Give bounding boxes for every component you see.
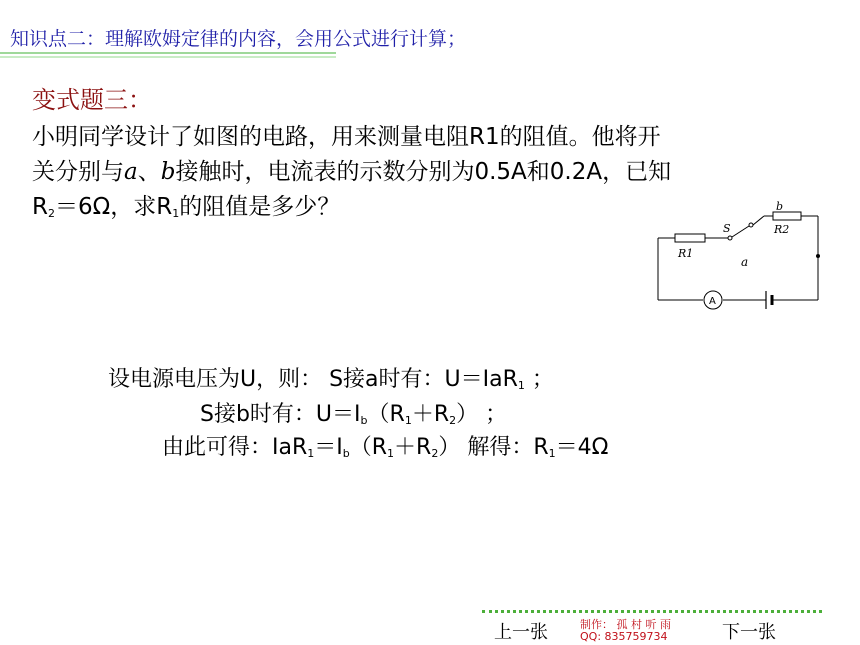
contact-a-dot	[816, 254, 820, 258]
solution-text: ；	[524, 367, 554, 392]
subscript: 1	[548, 447, 556, 460]
solution-line-1	[108, 362, 554, 393]
credit-qq: QQ: 835759734	[580, 630, 668, 643]
problem-title: 变式题三：	[32, 86, 152, 114]
problem-text: 关分别与	[32, 159, 124, 185]
problem-line-2	[32, 153, 671, 186]
subscript: b	[342, 447, 350, 460]
var-a: a	[124, 159, 138, 185]
footer-divider	[482, 610, 822, 613]
solution-text: ＋R	[411, 402, 450, 427]
subscript: 2	[449, 414, 457, 427]
solution-text: ＝I	[314, 435, 343, 460]
solution-line-2	[200, 397, 507, 428]
solution-text: ） 解得：R	[438, 435, 549, 460]
subscript: 1	[404, 414, 412, 427]
subscript: 1	[387, 447, 395, 460]
solution-text: ＋R	[394, 435, 432, 460]
problem-text: 的阻值是多少？	[179, 194, 341, 220]
problem-line-1: 小明同学设计了如图的电路，用来测量电阻R1的阻值。他将开	[32, 124, 661, 150]
ammeter-label: A	[709, 296, 716, 307]
circuit-diagram	[648, 196, 822, 314]
header-divider	[0, 52, 336, 59]
solution-text: 由此可得：IaR	[162, 435, 308, 460]
solution-line-3	[162, 430, 608, 461]
label-b: b	[776, 200, 784, 213]
header-title: 知识点二：理解欧姆定律的内容，会用公式进行计算；	[10, 28, 467, 50]
label-r1: R1	[678, 247, 694, 260]
solution-text: （R	[367, 402, 405, 427]
subscript: 1	[517, 379, 525, 392]
credit-author: 制作： 孤 村 听 雨	[580, 618, 671, 631]
solution-text: （R	[349, 435, 388, 460]
solution-text: 设电源电压为U，则： S接a时有：U＝IaR	[108, 367, 518, 392]
solution-text: S接b时有：U＝I	[200, 402, 361, 427]
subscript: 2	[47, 207, 55, 220]
label-r2: R2	[774, 223, 790, 236]
problem-text: R	[32, 194, 48, 220]
label-s: S	[723, 222, 731, 235]
subscript: 1	[172, 207, 180, 220]
subscript: 2	[431, 447, 439, 460]
problem-text: ＝6Ω，求R	[54, 194, 173, 220]
subscript: 1	[307, 447, 315, 460]
solution-text: ） ；	[456, 402, 508, 427]
solution-text: ＝4Ω	[555, 435, 609, 460]
var-b: b	[160, 159, 176, 185]
next-slide-button[interactable]: 下一张	[722, 622, 776, 643]
problem-text: 、	[137, 159, 161, 185]
label-a: a	[741, 255, 749, 269]
prev-slide-button[interactable]: 上一张	[494, 622, 548, 643]
problem-text: 接触时，电流表的示数分别为0.5A和0.2A，已知	[175, 159, 672, 185]
problem-line-3	[32, 188, 340, 221]
subscript: b	[360, 414, 368, 427]
